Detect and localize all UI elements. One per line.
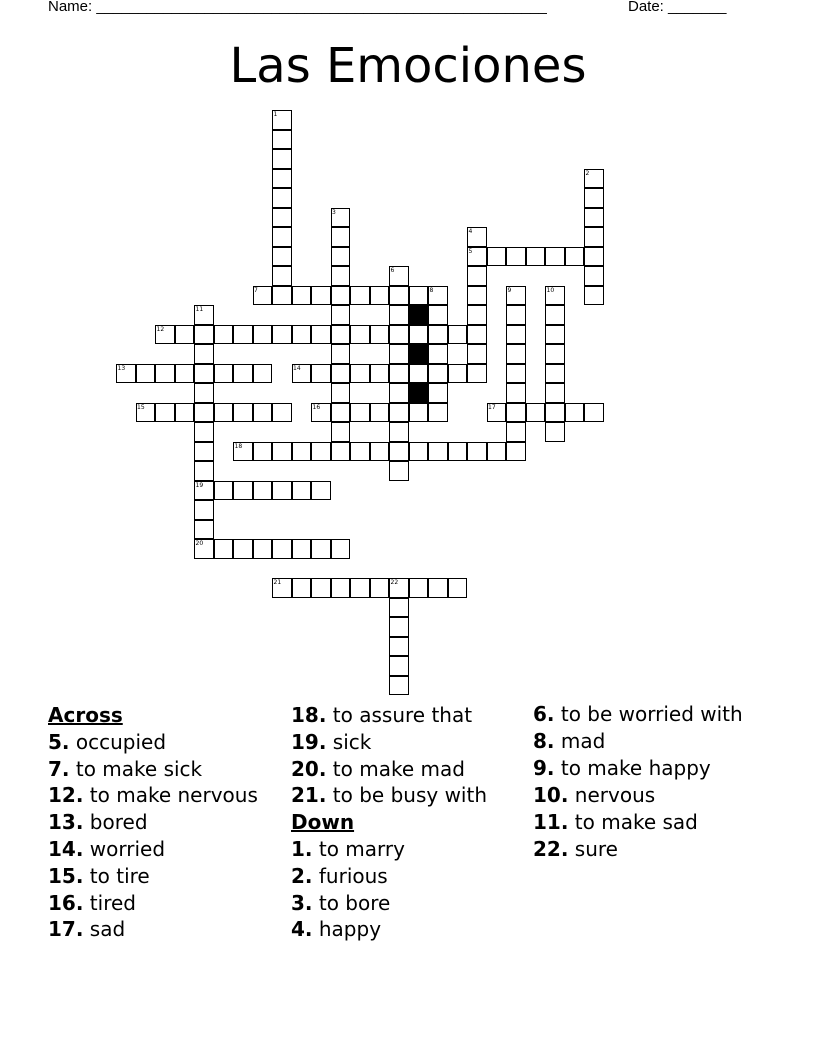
crossword-cell[interactable] (292, 481, 312, 501)
crossword-cell[interactable] (194, 539, 214, 559)
crossword-cell[interactable] (272, 110, 292, 130)
crossword-cell[interactable] (331, 442, 351, 462)
crossword-cell[interactable] (311, 539, 331, 559)
crossword-cell[interactable] (194, 481, 214, 501)
crossword-cell[interactable] (409, 442, 429, 462)
crossword-cell[interactable] (350, 442, 370, 462)
crossword-cell[interactable] (194, 383, 214, 403)
crossword-cell[interactable] (370, 286, 390, 306)
crossword-cell[interactable] (292, 286, 312, 306)
crossword-cell[interactable] (155, 403, 175, 423)
crossword-cell[interactable] (448, 578, 468, 598)
crossword-cell[interactable] (272, 227, 292, 247)
crossword-cell[interactable] (253, 286, 273, 306)
crossword-cell[interactable] (389, 403, 409, 423)
clue-across-7: 7. to make sick (48, 756, 203, 781)
crossword-cell[interactable] (311, 364, 331, 384)
crossword-cell[interactable] (584, 208, 604, 228)
clue-number-19: 19 (195, 481, 204, 489)
crossword-cell[interactable] (506, 403, 526, 423)
clue-number-6: 6 (390, 267, 395, 274)
crossword-cell[interactable] (389, 578, 409, 598)
clue-number-4: 4 (468, 228, 473, 235)
clue-number-13: 13 (117, 364, 126, 372)
crossword-cell[interactable] (506, 364, 526, 384)
crossword-cell[interactable] (428, 442, 448, 462)
clue-number-18: 18 (234, 442, 243, 450)
clue-down-2: 2. furious (291, 863, 388, 888)
crossword-cell[interactable] (545, 383, 565, 403)
crossword-cell[interactable] (292, 539, 312, 559)
crossword-cell[interactable] (389, 637, 409, 657)
crossword-cell[interactable] (370, 442, 390, 462)
crossword-cell[interactable] (350, 325, 370, 345)
crossword-cell[interactable] (370, 325, 390, 345)
crossword-cell[interactable] (545, 325, 565, 345)
crossword-cell[interactable] (428, 286, 448, 306)
crossword-cell[interactable] (331, 403, 351, 423)
crossword-cell[interactable] (487, 442, 507, 462)
crossword-cell[interactable] (467, 442, 487, 462)
crossword-cell[interactable] (331, 364, 351, 384)
crossword-cell[interactable] (584, 266, 604, 286)
crossword-cell[interactable] (389, 305, 409, 325)
crossword-cell[interactable] (214, 403, 234, 423)
crossword-cell[interactable] (370, 403, 390, 423)
crossword-cell[interactable] (467, 247, 487, 267)
clue-down-6: 6. to be worried with (533, 702, 743, 726)
crossword-cell[interactable] (350, 286, 370, 306)
clue-down-3: 3. to bore (291, 890, 391, 915)
crossword-cell[interactable] (428, 578, 448, 598)
crossword-cell[interactable] (272, 130, 292, 150)
crossword-cell[interactable] (311, 578, 331, 598)
crossword-cell[interactable] (526, 247, 546, 267)
crossword-cell[interactable] (428, 403, 448, 423)
crossword-cell[interactable] (389, 442, 409, 462)
clue-number-3: 3 (332, 208, 336, 216)
crossword-black-square (409, 383, 429, 403)
clue-number-15: 15 (137, 403, 145, 411)
clue-across-18: 18. to assure that (291, 703, 473, 727)
crossword-cell[interactable] (506, 325, 526, 345)
name-field: Name: ______________________________________________________ (48, 0, 547, 15)
crossword-cell[interactable] (272, 442, 292, 462)
crossword-cell[interactable] (389, 461, 409, 481)
crossword-cell[interactable] (272, 208, 292, 228)
crossword-cell[interactable] (584, 247, 604, 267)
crossword-cell[interactable] (331, 208, 351, 228)
crossword-cell[interactable] (428, 325, 448, 345)
crossword-cell[interactable] (253, 364, 273, 384)
crossword-cell[interactable] (233, 403, 253, 423)
crossword-cell[interactable] (331, 383, 351, 403)
crossword-cell[interactable] (389, 286, 409, 306)
crossword-cell[interactable] (467, 286, 487, 306)
crossword-cell[interactable] (194, 344, 214, 364)
crossword-cell[interactable] (272, 481, 292, 501)
crossword-cell[interactable] (233, 364, 253, 384)
date-field: Date: _______ (628, 0, 727, 15)
crossword-cell[interactable] (506, 247, 526, 267)
crossword-cell[interactable] (545, 247, 565, 267)
clue-down-22: 22. sure (533, 837, 618, 861)
crossword-cell[interactable] (194, 403, 214, 423)
crossword-cell[interactable] (428, 344, 448, 364)
crossword-cell[interactable] (565, 247, 585, 267)
crossword-cell[interactable] (116, 364, 136, 384)
crossword-cell[interactable] (175, 364, 195, 384)
crossword-cell[interactable] (233, 442, 253, 462)
crossword-cell[interactable] (584, 188, 604, 208)
crossword-cell[interactable] (389, 422, 409, 442)
clue-number-16: 16 (312, 403, 321, 411)
clue-number-9: 9 (507, 286, 512, 294)
crossword-cell[interactable] (194, 305, 214, 325)
crossword-cell[interactable] (331, 578, 351, 598)
crossword-cell[interactable] (350, 578, 370, 598)
crossword-cell[interactable] (467, 325, 487, 345)
clue-number-14: 14 (293, 364, 301, 372)
crossword-cell[interactable] (175, 325, 195, 345)
crossword-cell[interactable] (409, 578, 429, 598)
crossword-cell[interactable] (175, 403, 195, 423)
crossword-cell[interactable] (194, 325, 214, 345)
crossword-cell[interactable] (214, 481, 234, 501)
crossword-cell[interactable] (233, 539, 253, 559)
clues-column-3 (533, 702, 753, 864)
crossword-cell[interactable] (292, 442, 312, 462)
crossword-cell[interactable] (253, 442, 273, 462)
clue-across-21: 21. to be busy with (291, 783, 488, 808)
clue-number-17: 17 (488, 403, 496, 411)
crossword-cell[interactable] (292, 578, 312, 598)
clue-across-19: 19. sick (291, 729, 372, 754)
clue-across-17: 17. sad (48, 917, 126, 942)
crossword-cell[interactable] (272, 325, 292, 345)
crossword-cell[interactable] (370, 364, 390, 384)
crossword-cell[interactable] (272, 286, 292, 306)
crossword-cell[interactable] (428, 383, 448, 403)
clue-across-12: 12. to make nervous (48, 783, 258, 808)
crossword-cell[interactable] (409, 325, 429, 345)
clue-down-4: 4. happy (291, 917, 382, 942)
crossword-cell[interactable] (584, 286, 604, 306)
crossword-cell[interactable] (448, 442, 468, 462)
crossword-cell[interactable] (331, 227, 351, 247)
crossword-cell[interactable] (545, 364, 565, 384)
crossword-cell[interactable] (272, 247, 292, 267)
crossword-cell[interactable] (506, 383, 526, 403)
crossword-cell[interactable] (389, 676, 409, 696)
clue-number-10: 10 (546, 286, 555, 294)
crossword-cell[interactable] (389, 383, 409, 403)
clue-number-21: 21 (273, 579, 282, 586)
clue-number-1: 1 (273, 111, 278, 118)
clue-across-5: 5. occupied (48, 729, 167, 754)
crossword-cell[interactable] (272, 188, 292, 208)
crossword-cell[interactable] (389, 344, 409, 364)
crossword-cell[interactable] (487, 403, 507, 423)
crossword-cell[interactable] (331, 539, 351, 559)
crossword-cell[interactable] (467, 266, 487, 286)
crossword-cell[interactable] (409, 286, 429, 306)
crossword-black-square (409, 305, 429, 325)
crossword-cell[interactable] (194, 364, 214, 384)
crossword-black-square (409, 344, 429, 364)
crossword-cell[interactable] (428, 305, 448, 325)
crossword-cell[interactable] (311, 286, 331, 306)
crossword-cell[interactable] (253, 403, 273, 423)
crossword-cell[interactable] (253, 539, 273, 559)
clue-number-5: 5 (468, 247, 473, 255)
across-heading: Across (48, 703, 123, 727)
crossword-cell[interactable] (506, 344, 526, 364)
crossword-cell[interactable] (194, 442, 214, 462)
crossword-cell[interactable] (272, 539, 292, 559)
clue-across-13: 13. bored (48, 810, 148, 835)
crossword-cell[interactable] (136, 364, 156, 384)
crossword-cell[interactable] (506, 286, 526, 306)
clue-across-20: 20. to make mad (291, 756, 465, 781)
clues-column-1 (48, 702, 288, 943)
crossword-cell[interactable] (194, 461, 214, 481)
crossword-cell[interactable] (253, 325, 273, 345)
crossword-cell[interactable] (545, 344, 565, 364)
crossword-cell[interactable] (214, 364, 234, 384)
crossword-cell[interactable] (292, 325, 312, 345)
crossword-cell[interactable] (350, 364, 370, 384)
clue-across-15: 15. to tire (48, 863, 150, 888)
crossword-cell[interactable] (311, 481, 331, 501)
crossword-cell[interactable] (155, 325, 175, 345)
crossword-cell[interactable] (272, 403, 292, 423)
clue-down-11: 11. to make sad (533, 810, 698, 834)
clue-number-11: 11 (195, 306, 204, 313)
crossword-cell[interactable] (448, 325, 468, 345)
clue-number-20: 20 (195, 540, 204, 547)
crossword-cell[interactable] (545, 305, 565, 325)
crossword-cell[interactable] (565, 403, 585, 423)
crossword-cell[interactable] (389, 325, 409, 345)
down-heading: Down (291, 810, 355, 835)
clue-down-9: 9. to make happy (533, 756, 711, 780)
crossword-cell[interactable] (311, 325, 331, 345)
crossword-cell[interactable] (584, 169, 604, 189)
clue-across-14: 14. worried (48, 836, 166, 861)
crossword-cell[interactable] (467, 364, 487, 384)
crossword-cell[interactable] (194, 520, 214, 540)
crossword-cell[interactable] (389, 617, 409, 637)
crossword-cell[interactable] (331, 286, 351, 306)
crossword-cell[interactable] (526, 403, 546, 423)
crossword-cell[interactable] (194, 422, 214, 442)
crossword-cell[interactable] (331, 266, 351, 286)
crossword-cell[interactable] (311, 403, 331, 423)
page-title: Las Emociones (229, 38, 587, 94)
crossword-cell[interactable] (311, 442, 331, 462)
crossword-cell[interactable] (448, 364, 468, 384)
crossword-cell[interactable] (409, 364, 429, 384)
crossword-cell[interactable] (272, 169, 292, 189)
clue-down-8: 8. mad (533, 729, 606, 753)
clue-down-10: 10. nervous (533, 783, 656, 807)
clue-number-8: 8 (429, 286, 434, 294)
crossword-cell[interactable] (506, 442, 526, 462)
crossword-cell[interactable] (155, 364, 175, 384)
crossword-cell[interactable] (194, 500, 214, 520)
clue-number-12: 12 (156, 325, 165, 333)
crossword-cell[interactable] (272, 149, 292, 169)
crossword-cell[interactable] (350, 403, 370, 423)
crossword-cell[interactable] (506, 305, 526, 325)
crossword-cell[interactable] (214, 325, 234, 345)
crossword-cell[interactable] (214, 539, 234, 559)
clue-number-2: 2 (585, 169, 590, 177)
crossword-cell[interactable] (487, 247, 507, 267)
crossword-cell[interactable] (233, 481, 253, 501)
crossword-cell[interactable] (409, 403, 429, 423)
crossword-cell[interactable] (389, 364, 409, 384)
crossword-cell[interactable] (272, 578, 292, 598)
crossword-cell[interactable] (272, 266, 292, 286)
crossword-cell[interactable] (136, 403, 156, 423)
clues-column-2 (291, 702, 531, 943)
crossword-cell[interactable] (467, 305, 487, 325)
clue-number-7: 7 (254, 286, 258, 294)
crossword-cell[interactable] (467, 227, 487, 247)
crossword-cell[interactable] (331, 325, 351, 345)
crossword-cell[interactable] (584, 227, 604, 247)
crossword-cell[interactable] (331, 247, 351, 267)
crossword-cell[interactable] (370, 578, 390, 598)
crossword-cell[interactable] (545, 286, 565, 306)
clue-across-16: 16. tired (48, 890, 136, 915)
crossword-cell[interactable] (545, 403, 565, 423)
crossword-cell[interactable] (389, 266, 409, 286)
crossword-cell[interactable] (428, 364, 448, 384)
crossword-cell[interactable] (233, 325, 253, 345)
crossword-cell[interactable] (467, 344, 487, 364)
crossword-cell[interactable] (292, 364, 312, 384)
crossword-cell[interactable] (331, 422, 351, 442)
crossword-cell[interactable] (331, 305, 351, 325)
crossword-cell[interactable] (331, 344, 351, 364)
crossword-cell[interactable] (545, 422, 565, 442)
crossword-cell[interactable] (389, 656, 409, 676)
crossword-cell[interactable] (584, 403, 604, 423)
crossword-cell[interactable] (506, 422, 526, 442)
crossword-cell[interactable] (253, 481, 273, 501)
crossword-cell[interactable] (389, 598, 409, 618)
clue-number-22: 22 (390, 579, 399, 586)
clue-down-1: 1. to marry (291, 836, 405, 861)
